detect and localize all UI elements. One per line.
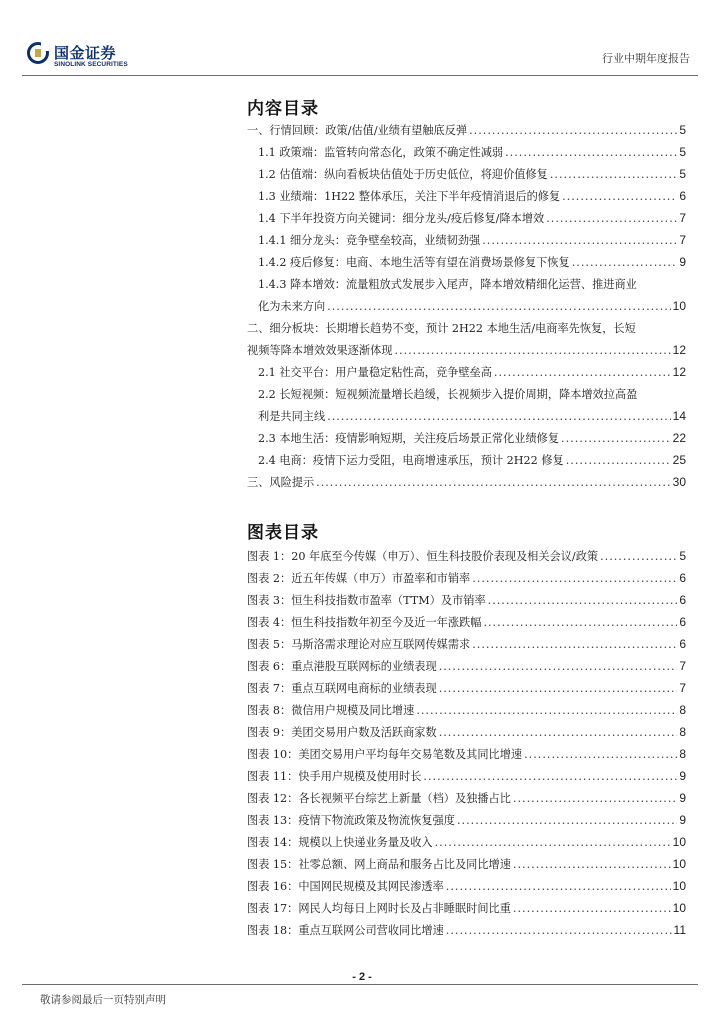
- figure-entry-text: 图表 5：马斯洛需求理论对应互联网传媒需求: [247, 638, 471, 651]
- figure-entry[interactable]: [247, 746, 686, 768]
- logo-mark-icon: [27, 42, 49, 64]
- figure-entry-text: 图表 13：疫情下物流政策及物流恢复强度: [247, 814, 455, 827]
- toc-entry-text: 1.4.2 疫后修复：电商、本地生活等有望在消费场景修复下恢复: [258, 256, 570, 269]
- figure-entry[interactable]: [247, 548, 686, 570]
- figure-entry-page: 10: [672, 901, 686, 915]
- toc-entry-text: 二、细分板块：长期增长趋势不变，预计 2H22 本地生活/电商率先恢复，长短: [247, 322, 636, 335]
- figure-entry-text: 图表 18：重点互联网公司营收同比增速: [247, 924, 444, 937]
- toc-entry-page: 5: [679, 123, 686, 137]
- figure-entry[interactable]: [247, 658, 686, 680]
- toc-entry-first-line[interactable]: [258, 276, 686, 298]
- logo-chinese-name: 国金证券: [54, 44, 117, 62]
- figure-entry-page: 8: [679, 725, 686, 739]
- figure-entry-page: 10: [672, 857, 686, 871]
- toc-entry-page: 12: [672, 365, 686, 379]
- toc-entry[interactable]: [247, 342, 686, 364]
- header-divider: [22, 75, 698, 76]
- toc-entry[interactable]: [258, 144, 686, 166]
- figure-entry[interactable]: [247, 570, 686, 592]
- toc-entry-first-line[interactable]: [247, 320, 686, 342]
- toc-entry-text: 2.4 电商：疫情下运力受阻，电商增速承压，预计 2H22 修复: [258, 454, 564, 467]
- disclaimer-note: 敬请参阅最后一页特别声明: [40, 994, 166, 1006]
- page-number: - 2 -: [352, 971, 372, 983]
- figure-entry-text: 图表 16：中国网民规模及其网民渗透率: [247, 880, 444, 893]
- toc-entry-page: 14: [672, 409, 686, 423]
- figure-entry-text: 图表 15：社零总额、网上商品和服务占比及同比增速: [247, 858, 511, 871]
- toc-entry-page: 12: [672, 343, 686, 357]
- figure-entry-text: 图表 14：规模以上快递业务量及收入: [247, 836, 433, 849]
- figure-entry[interactable]: [247, 834, 686, 856]
- figure-entry[interactable]: [247, 614, 686, 636]
- figure-entry-text: 图表 1：20 年底至今传媒（申万）、恒生科技股价表现及相关会议/政策: [247, 550, 599, 563]
- figure-entry-page: 8: [679, 703, 686, 717]
- figure-entry-page: 10: [672, 879, 686, 893]
- toc-entry-text: 1.4.1 细分龙头：竞争壁垒较高，业绩韧劲强: [258, 234, 481, 247]
- toc-entry-page: 7: [679, 233, 686, 247]
- figure-entry-text: 图表 10：美团交易用户平均每年交易笔数及其同比增速: [247, 748, 523, 761]
- logo-english-name: SINOLINK SECURITIES: [54, 61, 128, 68]
- figure-entry-text: 图表 4：恒生科技指数年初至今及近一年涨跌幅: [247, 616, 482, 629]
- toc-entry-text: 2.2 长短视频：短视频流量增长趋缓，长视频步入提价周期，降本增效拉高盈: [258, 388, 638, 401]
- figure-entry-page: 8: [679, 747, 686, 761]
- toc-entry-page: 6: [679, 189, 686, 203]
- toc-entry[interactable]: [258, 188, 686, 210]
- figure-entry[interactable]: [247, 790, 686, 812]
- figure-entry-text: 图表 17：网民人均每日上网时长及占非睡眠时间比重: [247, 902, 511, 915]
- footer-divider: [22, 984, 698, 985]
- figure-entry[interactable]: [247, 636, 686, 658]
- toc-entry-page: 22: [672, 431, 686, 445]
- toc-entry-text: 1.4 下半年投资方向关键词：细分龙头/疫后修复/降本增效: [258, 212, 545, 225]
- toc-entry-text: 1.3 业绩端：1H22 整体承压，关注下半年疫情消退后的修复: [258, 190, 561, 203]
- figure-entry[interactable]: [247, 900, 686, 922]
- figure-entry-page: 5: [679, 549, 686, 563]
- figure-entry-text: 图表 9：美团交易用户数及活跃商家数: [247, 726, 437, 739]
- toc-entry-text: 三、风险提示: [247, 476, 315, 489]
- figure-entry[interactable]: [247, 680, 686, 702]
- toc-entry-first-line[interactable]: [258, 386, 686, 408]
- figure-entry-page: 6: [679, 593, 686, 607]
- figure-entry-page: 6: [679, 637, 686, 651]
- toc-entry-text-continued: 视频等降本增效效果逐渐体现: [247, 344, 393, 357]
- figures-list: [247, 548, 686, 948]
- toc-entry[interactable]: [258, 232, 686, 254]
- toc-entry-text: 1.4.3 降本增效：流量粗放式发展步入尾声，降本增效精细化运营、推进商业: [258, 278, 637, 291]
- figure-entry[interactable]: [247, 812, 686, 834]
- figure-entry[interactable]: [247, 856, 686, 878]
- page-header: [22, 36, 698, 76]
- toc-entry-text: 1.1 政策端：监管转向常态化，政策不确定性减弱: [258, 146, 504, 159]
- figure-entry-text: 图表 7：重点互联网电商标的业绩表现: [247, 682, 437, 695]
- toc-entry[interactable]: [258, 210, 686, 232]
- figure-entry[interactable]: [247, 702, 686, 724]
- figure-entry-text: 图表 3：恒生科技指数市盈率（TTM）及市销率: [247, 594, 486, 607]
- figure-entry-page: 11: [673, 923, 686, 937]
- toc-entry-page: 30: [672, 475, 686, 489]
- toc-entry-text: 2.3 本地生活：疫情影响短期，关注疫后场景正常化业绩修复: [258, 432, 560, 445]
- company-logo: [27, 42, 137, 70]
- toc-entry-text-continued: 利是共同主线: [258, 410, 326, 423]
- toc-entry-page: 10: [672, 299, 686, 313]
- toc-entry-text-continued: 化为未来方向: [258, 300, 326, 313]
- figures-title: 图表目录: [247, 523, 319, 543]
- toc-entry-page: 25: [672, 453, 686, 467]
- toc-entry-page: 7: [679, 211, 686, 225]
- figure-entry-text: 图表 11：快手用户规模及使用时长: [247, 770, 422, 783]
- figure-entry[interactable]: [247, 768, 686, 790]
- toc-entry[interactable]: [247, 122, 686, 144]
- figure-entry-page: 9: [679, 813, 686, 827]
- figure-entry[interactable]: [247, 724, 686, 746]
- toc-entry[interactable]: [247, 474, 686, 496]
- report-type-label: 行业中期年度报告: [602, 52, 690, 65]
- figure-entry-page: 9: [679, 769, 686, 783]
- figure-entry-page: 9: [679, 791, 686, 805]
- toc-entry[interactable]: [258, 166, 686, 188]
- toc-entry[interactable]: [258, 452, 686, 474]
- toc-entry[interactable]: [258, 298, 686, 320]
- toc-entry[interactable]: [258, 430, 686, 452]
- figure-entry-text: 图表 6：重点港股互联网标的业绩表现: [247, 660, 437, 673]
- figure-entry-page: 7: [679, 681, 686, 695]
- toc-entry-page: 5: [679, 145, 686, 159]
- figure-entry-page: 6: [679, 615, 686, 629]
- toc-entry-text: 2.1 社交平台：用户量稳定粘性高，竞争壁垒高: [258, 366, 492, 379]
- toc-entry[interactable]: [258, 364, 686, 386]
- figure-entry-page: 6: [679, 571, 686, 585]
- figure-entry-text: 图表 2：近五年传媒（申万）市盈率和市销率: [247, 572, 471, 585]
- figure-entry-text: 图表 12：各长视频平台综艺上新量（档）及独播占比: [247, 792, 511, 805]
- contents-title: 内容目录: [247, 99, 319, 119]
- toc-entry-text: 一、行情回顾：政策/估值/业绩有望触底反弹: [247, 124, 468, 137]
- toc-entry[interactable]: [258, 254, 686, 276]
- toc-entry-page: 9: [679, 255, 686, 269]
- figure-entry-page: 7: [679, 659, 686, 673]
- contents-list: [247, 122, 686, 492]
- figure-entry[interactable]: [247, 592, 686, 614]
- figure-entry[interactable]: [247, 878, 686, 900]
- figure-entry[interactable]: [247, 922, 686, 944]
- toc-entry[interactable]: [258, 408, 686, 430]
- figure-entry-text: 图表 8：微信用户规模及同比增速: [247, 704, 415, 717]
- toc-entry-page: 5: [679, 167, 686, 181]
- toc-entry-text: 1.2 估值端：纵向看板块估值处于历史低位，将迎价值修复: [258, 168, 548, 181]
- figure-entry-page: 10: [672, 835, 686, 849]
